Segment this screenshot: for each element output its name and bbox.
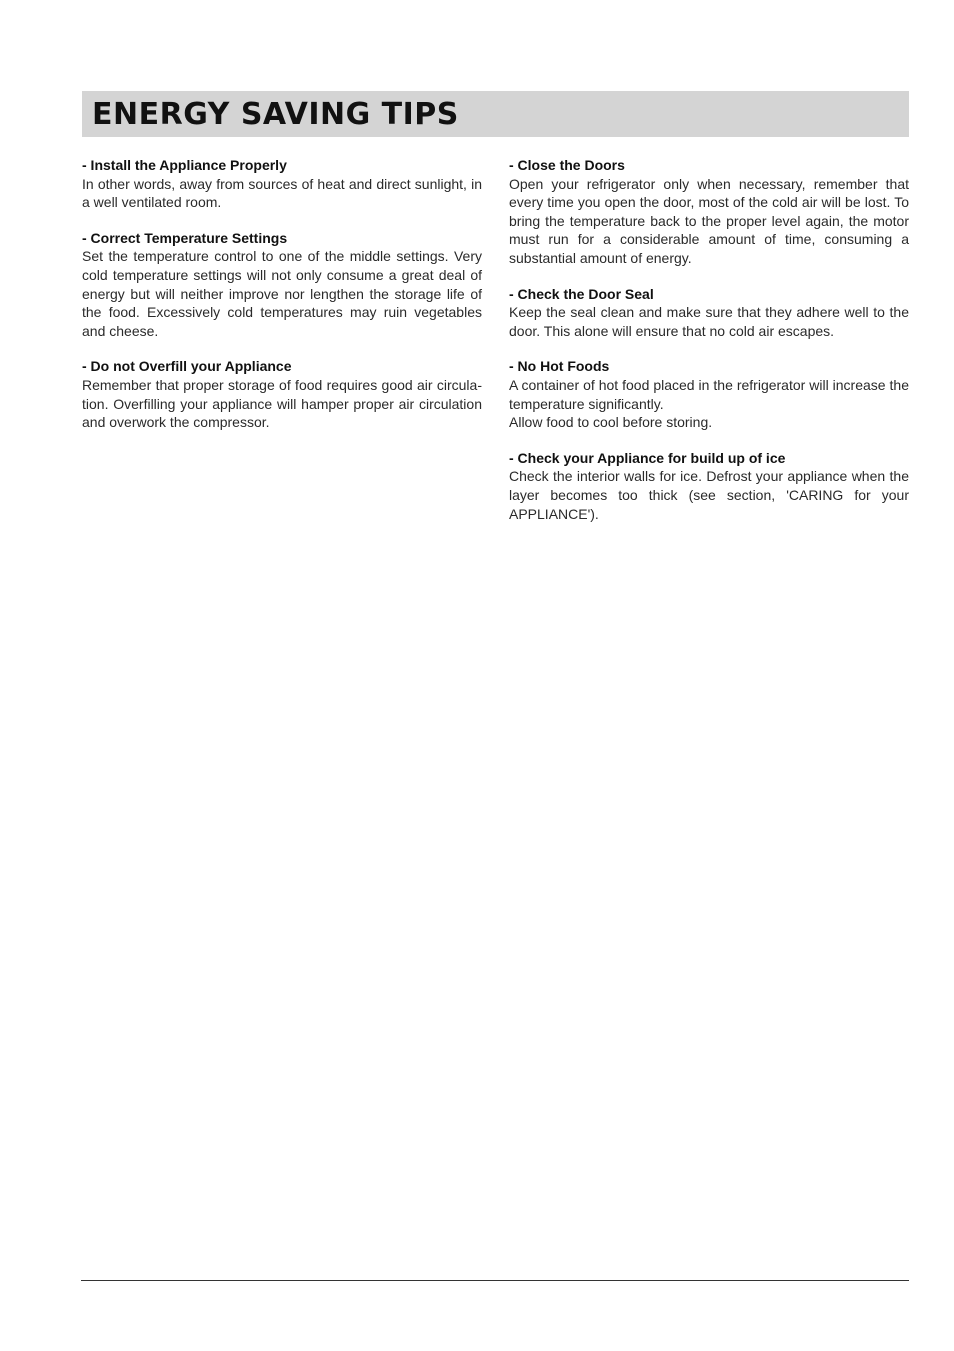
- tip-body: Remember that proper storage of food requires good air circula-tion. Overfilling your appliance will hamper proper air circulation and overwork the compressor.: [82, 376, 482, 431]
- tip-heading: - Close the Doors: [509, 157, 625, 173]
- tip-heading: - Correct Temperature Settings: [82, 229, 288, 246]
- tip-body: Check the interior walls for ice. Defrost your appliance when the layer becomes too thick (see section, 'CARING for your APPLIANCE').: [509, 468, 909, 522]
- tip-ice-build-up: [509, 449, 909, 523]
- tip-body: Open your refrigerator only when necessary, remember that every time you open the door, most of the cold air will be lost. To bring the temperature back to the proper level again, the motor must run for a considerable amount of time, consuming a substantial amount of energy.: [509, 175, 909, 266]
- tip-body: In other words, away from sources of heat and direct sunlight, in a well ventilated room.: [82, 175, 482, 211]
- tip-door-seal: [509, 285, 909, 341]
- footer-divider: [81, 1280, 909, 1281]
- left-column: [82, 156, 482, 449]
- title-bar: [82, 91, 909, 137]
- tip-close-doors: [509, 156, 909, 268]
- tip-temperature-settings: [82, 229, 482, 341]
- tip-body: A container of hot food placed in the refrigerator will increase the temperature significantly.: [509, 376, 909, 412]
- tip-body: Allow food to cool before storing.: [509, 414, 713, 431]
- tip-install-properly: [82, 156, 482, 212]
- tip-body: Keep the seal clean and make sure that they adhere well to the door. This alone will ensure that no cold air escapes.: [509, 304, 909, 339]
- tip-heading: - Do not Overfill your Appliance: [82, 358, 292, 375]
- tip-do-not-overfill: [82, 357, 482, 431]
- tip-heading: - Check the Door Seal: [509, 285, 654, 302]
- tip-heading: - Install the Appliance Properly: [82, 157, 287, 173]
- page-title: ENERGY SAVING TIPS: [92, 96, 459, 132]
- right-column: [509, 156, 909, 540]
- tip-body: Set the temperature control to one of the middle settings. Very cold temperature settings will not only consume a great deal of energy but will neither improve nor lengthen the storage life of the food. Excessively cold temperatures may ruin vegetables and cheese.: [82, 248, 482, 339]
- tip-heading: - No Hot Foods: [509, 358, 610, 375]
- tip-heading: - Check your Appliance for build up of ice: [509, 449, 786, 466]
- tip-no-hot-foods: [509, 357, 909, 431]
